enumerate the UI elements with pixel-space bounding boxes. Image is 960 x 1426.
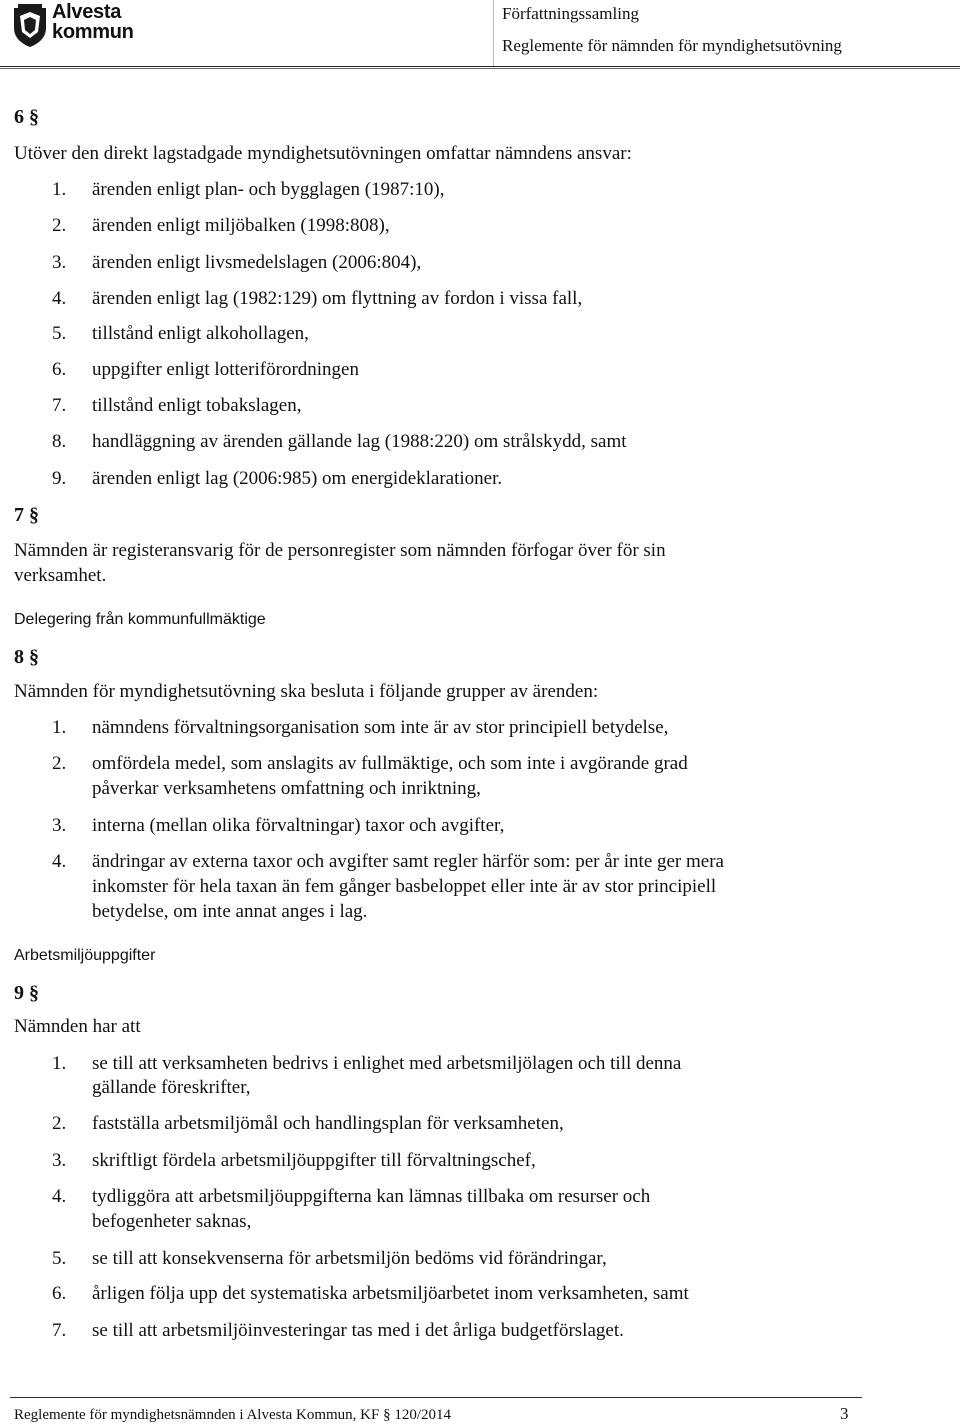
logo-text: [52, 2, 134, 42]
subheading-arbetsmiljo: Arbetsmiljöuppgifter: [14, 947, 156, 964]
list-number: 7.: [52, 395, 67, 416]
list-item: se till att konsekvenserna för arbetsmiljön bedöms vid förändringar,: [92, 1248, 607, 1269]
list-item: skriftligt fördela arbetsmiljöuppgifter till förvaltningschef,: [92, 1150, 536, 1171]
list-item-continuation: gällande föreskrifter,: [92, 1077, 251, 1098]
list-number: 2.: [52, 215, 67, 236]
list-item: interna (mellan olika förvaltningar) taxor och avgifter,: [92, 815, 505, 836]
list-item: omfördela medel, som anslagits av fullmäktige, och som inte i avgörande grad: [92, 753, 688, 774]
section-8-intro: Nämnden för myndighetsutövning ska besluta i följande grupper av ärenden:: [14, 681, 599, 702]
header-divider: [493, 0, 494, 66]
list-item: ärenden enligt miljöbalken (1998:808),: [92, 215, 390, 236]
list-number: 5.: [52, 1248, 67, 1269]
section-6-intro: Utöver den direkt lagstadgade myndighetsutövningen omfattar nämndens ansvar:: [14, 143, 632, 164]
section-heading-7: 7 §: [14, 504, 39, 526]
list-item: se till att arbetsmiljöinvesteringar tas med i det årliga budgetförslaget.: [92, 1320, 624, 1341]
list-number: 1.: [52, 179, 67, 200]
list-number: 6.: [52, 1283, 67, 1304]
list-number: 6.: [52, 359, 67, 380]
list-number: 5.: [52, 323, 67, 344]
list-number: 4.: [52, 1186, 67, 1207]
collection-title: Författningssamling: [502, 4, 639, 23]
list-item: nämndens förvaltningsorganisation som inte är av stor principiell betydelse,: [92, 717, 669, 738]
logo-text-line1: Alvesta: [52, 1, 122, 23]
list-number: 9.: [52, 468, 67, 489]
list-item: ärenden enligt lag (2006:985) om energideklarationer.: [92, 468, 503, 489]
list-item: uppgifter enligt lotteriförordningen: [92, 359, 359, 380]
document-title: Reglemente för nämnden för myndighetsutövning: [502, 36, 842, 55]
list-number: 1.: [52, 1053, 67, 1074]
list-item: ändringar av externa taxor och avgifter samt regler härför som: per år inte ger mera: [92, 851, 724, 872]
list-number: 4.: [52, 851, 67, 872]
section-heading-8: 8 §: [14, 646, 39, 668]
list-number: 4.: [52, 288, 67, 309]
section-7-text-line2: verksamhet.: [14, 565, 107, 586]
section-7-text-line1: Nämnden är registeransvarig för de personregister som nämnden förfogar över för sin: [14, 540, 666, 561]
list-number: 7.: [52, 1320, 67, 1341]
list-item: tillstånd enligt tobakslagen,: [92, 395, 302, 416]
page-number: 3: [840, 1404, 849, 1423]
list-item: handläggning av ärenden gällande lag (1988:220) om strålskydd, samt: [92, 431, 627, 452]
list-number: 2.: [52, 753, 67, 774]
list-number: 2.: [52, 1113, 67, 1134]
list-item: fastställa arbetsmiljömål och handlingsplan för verksamheten,: [92, 1113, 564, 1134]
section-heading-9: 9 §: [14, 982, 39, 1004]
list-item: ärenden enligt livsmedelslagen (2006:804),: [92, 252, 422, 273]
list-item: tydliggöra att arbetsmiljöuppgifterna kan lämnas tillbaka om resurser och: [92, 1186, 651, 1207]
list-number: 1.: [52, 717, 67, 738]
section-heading-6: 6 §: [14, 106, 39, 128]
subheading-delegering: Delegering från kommunfullmäktige: [14, 611, 266, 628]
list-item: årligen följa upp det systematiska arbetsmiljöarbetet inom verksamheten, samt: [92, 1283, 689, 1304]
header-rule: [0, 66, 960, 67]
list-item-continuation: betydelse, om inte annat anges i lag.: [92, 901, 368, 922]
section-9-intro: Nämnden har att: [14, 1016, 141, 1037]
list-item: se till att verksamheten bedrivs i enlighet med arbetsmiljölagen och till denna: [92, 1053, 682, 1074]
list-item: ärenden enligt plan- och bygglagen (1987:10),: [92, 179, 445, 200]
list-number: 8.: [52, 431, 67, 452]
list-item-continuation: inkomster för hela taxan än fem gånger basbeloppet eller inte är av stor principiell: [92, 876, 717, 897]
list-number: 3.: [52, 252, 67, 273]
logo-text-line2: kommun: [52, 21, 134, 43]
footer-text: Reglemente för myndighetsnämnden i Alvesta Kommun, KF § 120/2014: [14, 1407, 452, 1423]
list-item-continuation: påverkar verksamhetens omfattning och inriktning,: [92, 778, 481, 799]
list-item-continuation: befogenheter saknas,: [92, 1211, 252, 1232]
list-item: tillstånd enligt alkohollagen,: [92, 323, 309, 344]
list-item: ärenden enligt lag (1982:129) om flyttning av fordon i vissa fall,: [92, 288, 583, 309]
header-rule-thin: [0, 68, 960, 69]
footer-rule: [10, 1397, 862, 1398]
coat-of-arms-icon: [12, 4, 48, 48]
list-number: 3.: [52, 815, 67, 836]
list-number: 3.: [52, 1150, 67, 1171]
